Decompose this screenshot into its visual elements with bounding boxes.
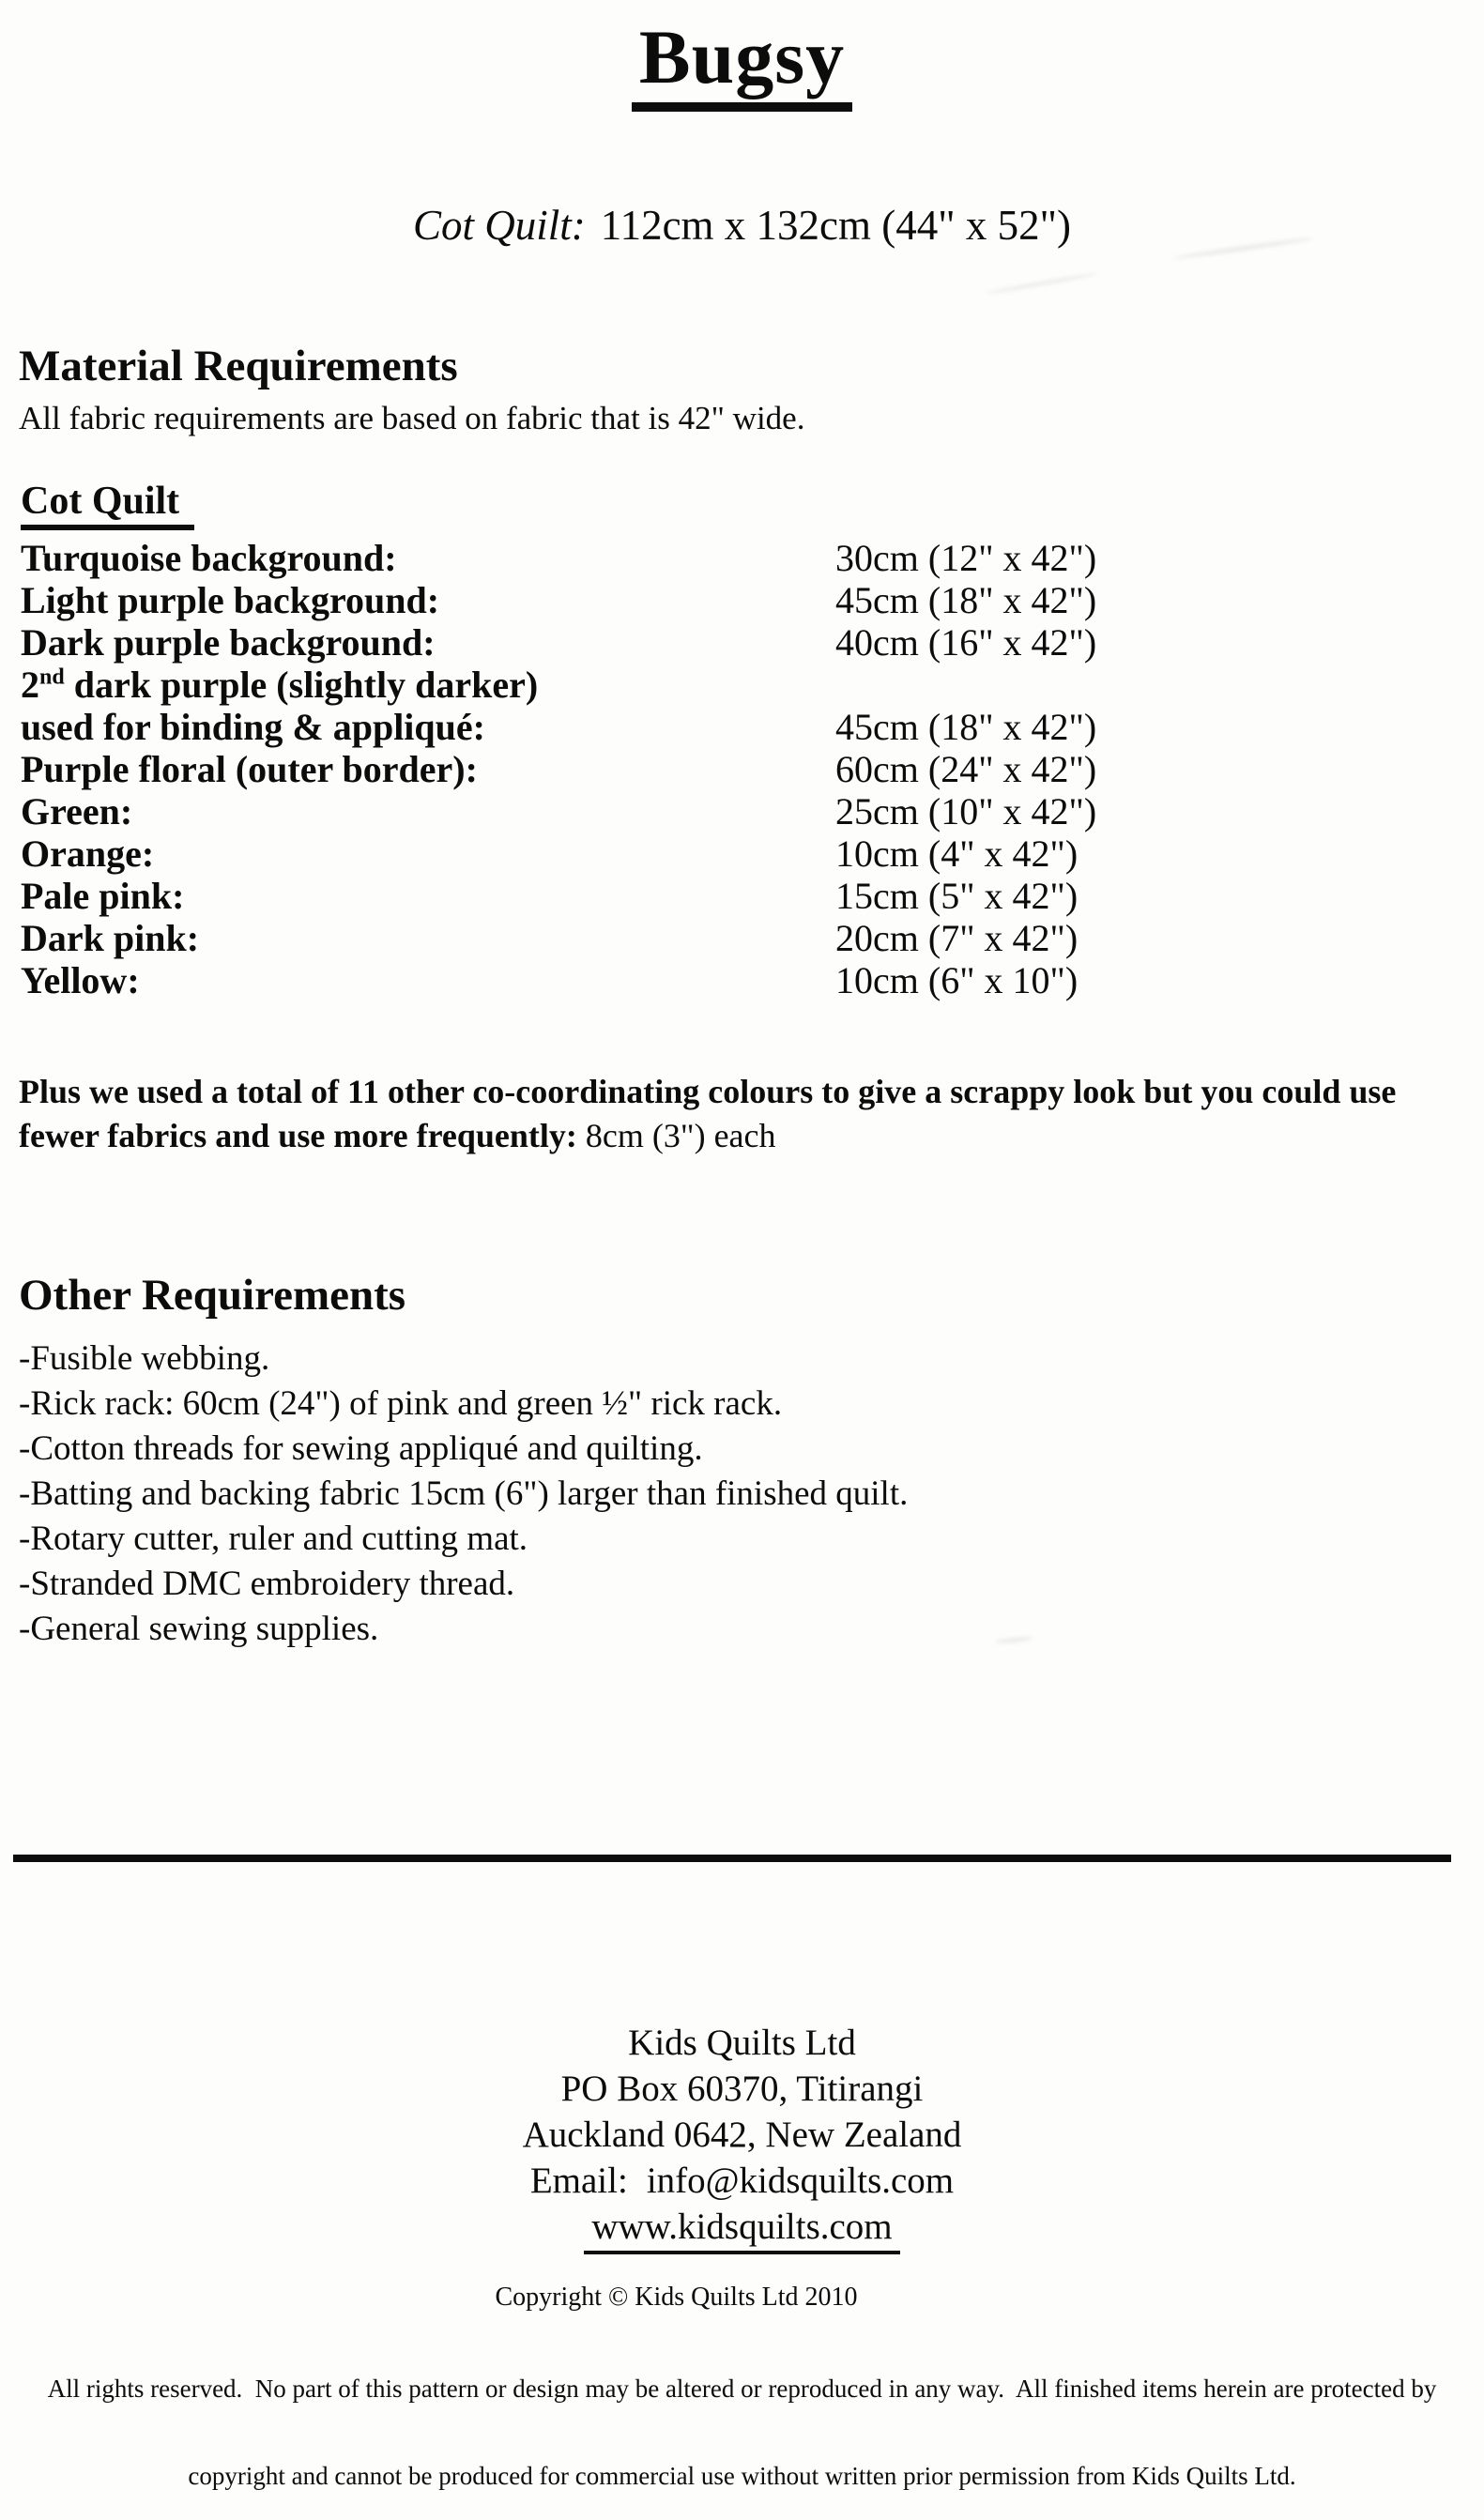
- subtitle-dimensions: 112cm x 132cm (44" x 52"): [600, 202, 1071, 249]
- fabric-row: [21, 579, 1447, 621]
- title-block: [0, 14, 1484, 112]
- list-item: -Cotton threads for sewing appliqué and quilting.: [19, 1429, 703, 1468]
- website-url: www.kidsquilts.com: [584, 2204, 899, 2254]
- fabric-value: 30cm (12" x 42"): [835, 537, 1097, 579]
- scrappy-note: [19, 1070, 1474, 1158]
- fabric-row: [21, 875, 1447, 917]
- fabric-row: [21, 706, 1447, 748]
- legal-line-1: All rights reserved. No part of this pattern or design may be altered or reproduced in any way. All finished items herein are protected by: [47, 2375, 1437, 2403]
- fabric-label: Yellow:: [21, 959, 140, 1001]
- fabric-label: Dark pink:: [21, 917, 200, 959]
- fabric-value: 60cm (24" x 42"): [835, 748, 1097, 790]
- fabric-row: [21, 790, 1447, 832]
- fabric-label: [21, 664, 835, 706]
- publisher-address-line2: Auckland 0642, New Zealand: [522, 2115, 962, 2155]
- scan-artifact: [987, 272, 1098, 296]
- fabric-value: 45cm (18" x 42"): [835, 706, 1097, 748]
- horizontal-divider: [13, 1855, 1451, 1862]
- list-item: -Rotary cutter, ruler and cutting mat.: [19, 1520, 528, 1558]
- scan-artifact: [995, 1636, 1033, 1644]
- fabric-value: 45cm (18" x 42"): [835, 579, 1097, 621]
- fabric-label: Turquoise background:: [21, 537, 397, 579]
- fabric-value: 15cm (5" x 42"): [835, 875, 1079, 917]
- fabric-label-base: 2: [21, 664, 39, 706]
- email-address: info@kidsquilts.com: [646, 2161, 955, 2201]
- ordinal-superscript: nd: [39, 664, 65, 690]
- list-item: -General sewing supplies.: [19, 1610, 379, 1648]
- publisher-website-line: [0, 2204, 1484, 2254]
- fabric-row: [21, 621, 1447, 664]
- copyright-line: Copyright © Kids Quilts Ltd 2010: [495, 2283, 858, 2312]
- list-item: -Batting and backing fabric 15cm (6") larger than finished quilt.: [19, 1474, 909, 1513]
- email-label: Email:: [529, 2161, 628, 2201]
- legal-line-2: copyright and cannot be produced for commercial use without written prior permission from Kids Quilts Ltd.: [188, 2462, 1296, 2490]
- publisher-address-line1: PO Box 60370, Titirangi: [560, 2069, 924, 2109]
- list-item: -Fusible webbing.: [19, 1339, 270, 1378]
- fabric-row: [21, 664, 1447, 706]
- fabric-row: [21, 537, 1447, 579]
- fabric-row: [21, 917, 1447, 959]
- fabric-label: Orange:: [21, 832, 155, 875]
- fabric-value: [835, 664, 1447, 706]
- list-item: -Stranded DMC embroidery thread.: [19, 1565, 515, 1603]
- fabric-label-rest: dark purple (slightly darker): [64, 664, 539, 706]
- fabric-label: Light purple background:: [21, 579, 440, 621]
- subtitle-quilt-type: Cot Quilt:: [412, 202, 586, 249]
- publisher-address-block: [0, 2020, 1484, 2254]
- fabric-row: [21, 959, 1447, 1001]
- scrappy-note-bold: Plus we used a total of 11 other co-coordinating colours to give a scrappy look but you could use fewer fabrics and use more frequently:: [19, 1073, 1397, 1154]
- publisher-email-line: [0, 2158, 1484, 2204]
- fabric-row: [21, 748, 1447, 790]
- subtitle: [0, 203, 1484, 250]
- fabric-label: Dark purple background:: [21, 621, 436, 664]
- section-heading-material-requirements: Material Requirements: [19, 342, 458, 390]
- list-item: -Rick rack: 60cm (24") of pink and green ½" rick rack.: [19, 1384, 783, 1423]
- fabric-value: 20cm (7" x 42"): [835, 917, 1079, 959]
- fabric-width-note: All fabric requirements are based on fabric that is 42" wide.: [19, 400, 805, 436]
- fabric-label: Purple floral (outer border):: [21, 748, 478, 790]
- fabric-value: 40cm (16" x 42"): [835, 621, 1097, 664]
- publisher-company: Kids Quilts Ltd: [628, 2023, 856, 2063]
- legal-notice: [0, 2316, 1484, 2520]
- fabric-value: 25cm (10" x 42"): [835, 790, 1097, 832]
- fabric-row: [21, 832, 1447, 875]
- section-heading-other-requirements: Other Requirements: [19, 1271, 406, 1320]
- fabric-label: Green:: [21, 790, 133, 832]
- section-heading-cot-quilt: Cot Quilt: [21, 481, 194, 530]
- fabric-label: Pale pink:: [21, 875, 185, 917]
- fabric-requirements-table: [21, 537, 1447, 1001]
- fabric-value: 10cm (4" x 42"): [835, 832, 1079, 875]
- other-requirements-list: [19, 1336, 908, 1652]
- fabric-value: 10cm (6" x 10"): [835, 959, 1079, 1001]
- fabric-label: used for binding & appliqué:: [21, 706, 485, 748]
- scrappy-note-amount: 8cm (3") each: [585, 1117, 776, 1154]
- page-title: Bugsy: [632, 19, 852, 112]
